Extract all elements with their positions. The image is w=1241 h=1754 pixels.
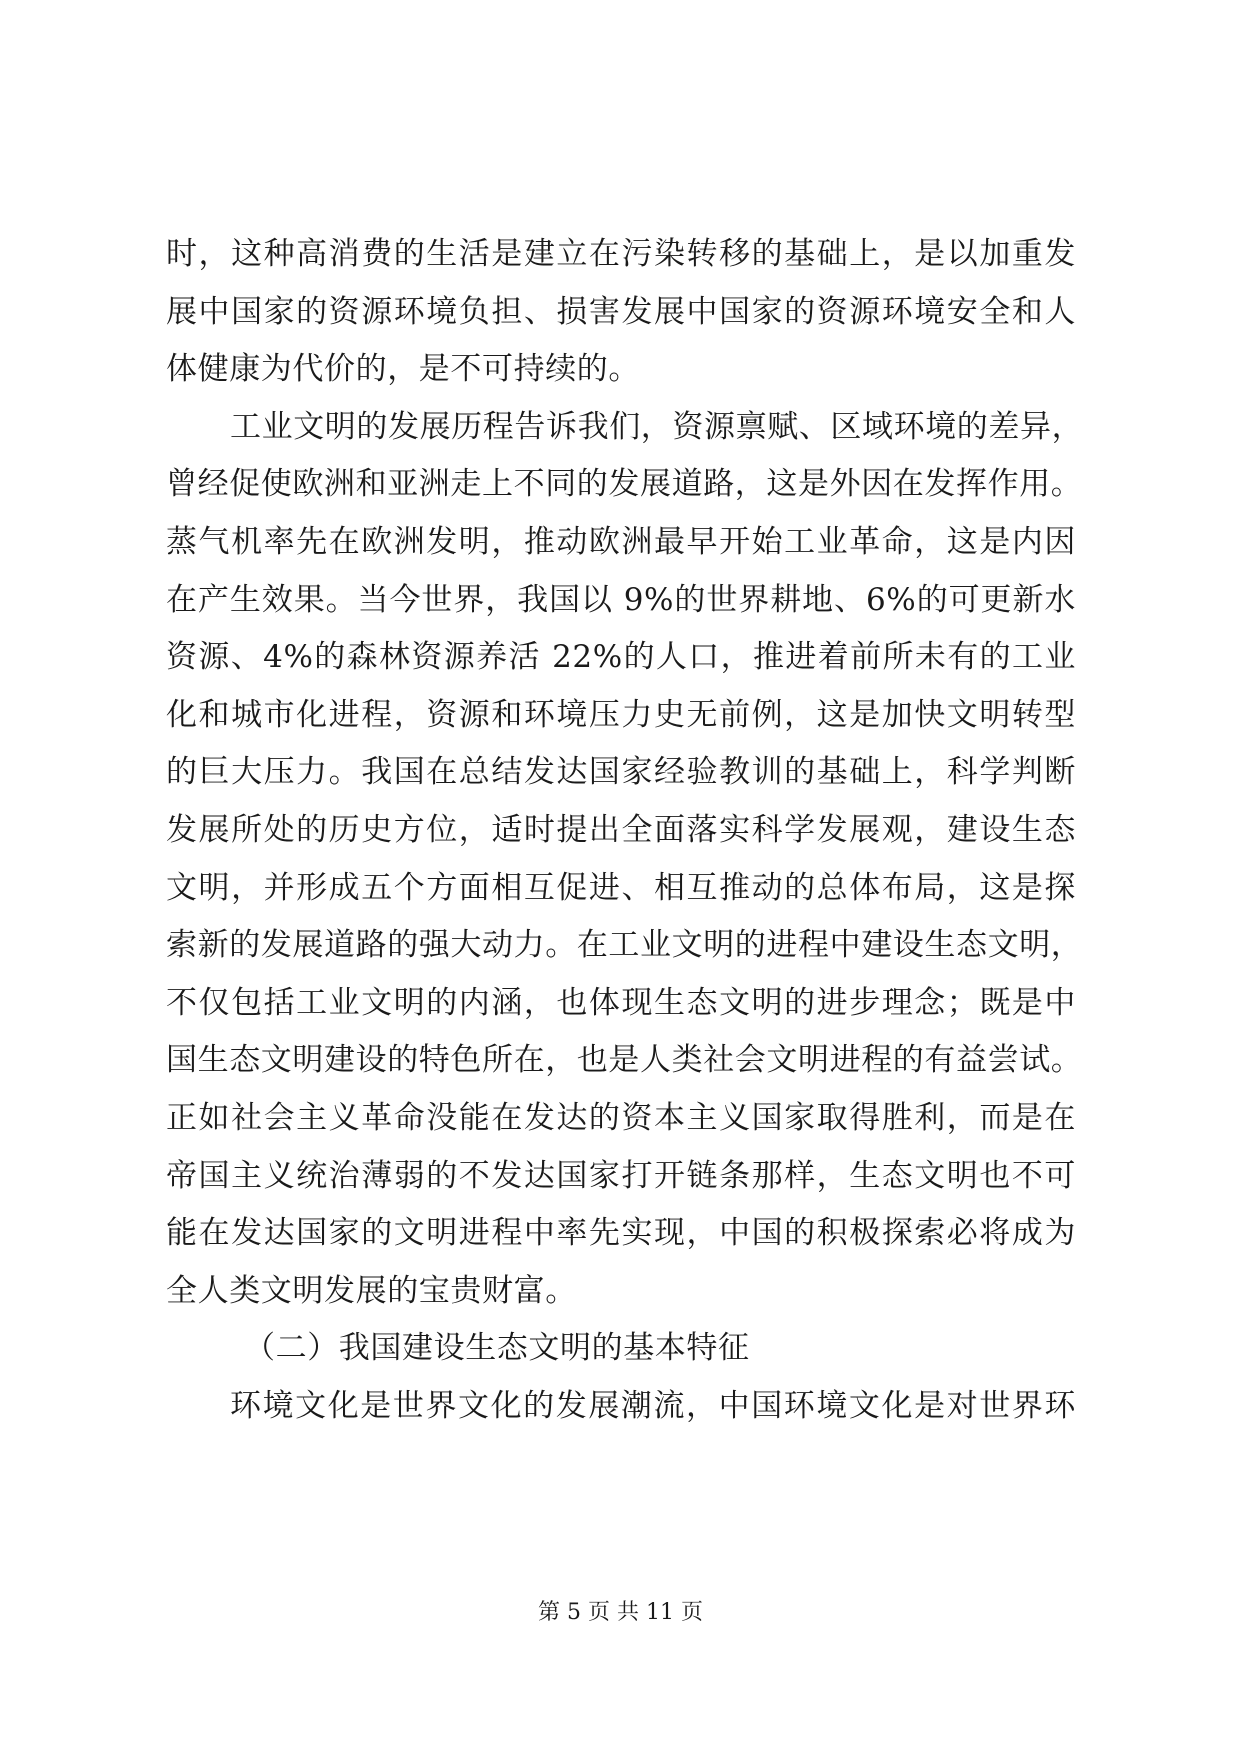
text-line: 国生态文明建设的特色所在，也是人类社会文明进程的有益尝试。 xyxy=(166,1042,1083,1079)
text-line: 全人类文明发展的宝贵财富。 xyxy=(166,1272,577,1309)
text-line: 不仅包括工业文明的内涵，也体现生态文明的进步理念；既是中 xyxy=(166,984,1076,1021)
paragraph-first-line: 环境文化是世界文化的发展潮流，中国环境文化是对世界环 xyxy=(230,1387,1076,1424)
text-line: 能在发达国家的文明进程中率先实现，中国的积极探索必将成为 xyxy=(166,1215,1076,1252)
section-heading: （二）我国建设生态文明的基本特征 xyxy=(244,1330,750,1367)
text-line: 资源、4%的森林资源养活 22%的人口，推进着前所未有的工业 xyxy=(166,639,1076,676)
text-line: 的巨大压力。我国在总结发达国家经验教训的基础上，科学判断 xyxy=(166,754,1076,791)
text-line: 时，这种高消费的生活是建立在污染转移的基础上，是以加重发 xyxy=(166,236,1076,272)
text-line: 蒸气机率先在欧洲发明，推动欧洲最早开始工业革命，这是内因 xyxy=(166,523,1076,560)
text-line: 正如社会主义革命没能在发达的资本主义国家取得胜利，而是在 xyxy=(166,1099,1076,1136)
text-line: 文明，并形成五个方面相互促进、相互推动的总体布局，这是探 xyxy=(166,869,1076,906)
page-number-label: 第 5 页 共 11 页 xyxy=(538,1600,703,1625)
text-line: 曾经促使欧洲和亚洲走上不同的发展道路，这是外因在发挥作用。 xyxy=(166,466,1083,503)
text-line: 展中国家的资源环境负担、损害发展中国家的资源环境安全和人 xyxy=(166,293,1076,330)
page-footer xyxy=(0,1598,1241,1628)
text-line: 索新的发展道路的强大动力。在工业文明的进程中建设生态文明， xyxy=(166,927,1083,964)
text-line: 体健康为代价的，是不可持续的。 xyxy=(166,351,640,388)
text-line: 发展所处的历史方位，适时提出全面落实科学发展观，建设生态 xyxy=(166,811,1076,848)
text-line: 在产生效果。当今世界，我国以 9%的世界耕地、6%的可更新水 xyxy=(166,581,1076,618)
body-text xyxy=(166,226,1084,1435)
text-line: 化和城市化进程，资源和环境压力史无前例，这是加快文明转型 xyxy=(166,696,1076,733)
paragraph-first-line: 工业文明的发展历程告诉我们，资源禀赋、区域环境的差异， xyxy=(230,408,1084,445)
text-line: 帝国主义统治薄弱的不发达国家打开链条那样，生态文明也不可 xyxy=(166,1157,1076,1194)
